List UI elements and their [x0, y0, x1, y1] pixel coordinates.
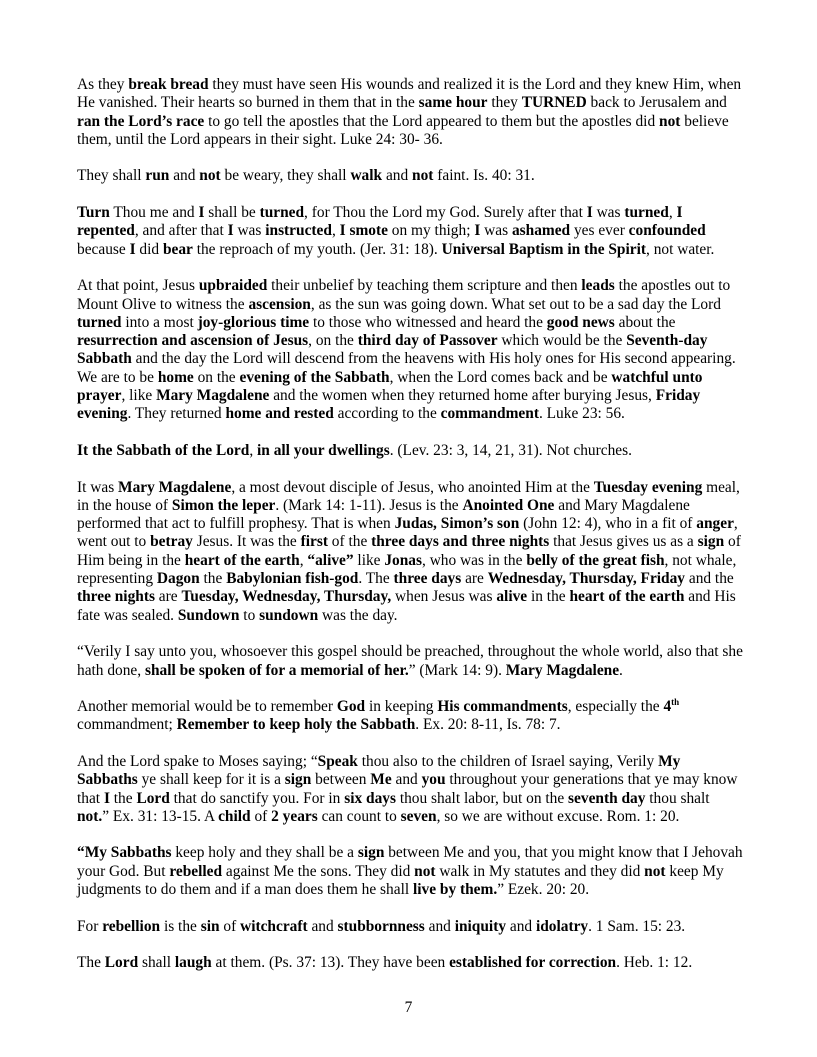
- bold-text: My Sabbaths: [77, 752, 681, 789]
- bold-text: established for correction: [449, 954, 617, 972]
- bold-text: sign: [357, 844, 385, 862]
- text-run: and: [506, 917, 536, 935]
- bold-text: sundown: [259, 606, 319, 624]
- bold-text: stubbornness: [337, 917, 425, 935]
- text-run: They shall: [77, 167, 146, 185]
- bold-text: Friday evening: [77, 387, 701, 423]
- bold-text: turned: [259, 204, 305, 222]
- text-run: commandment;: [77, 716, 177, 734]
- text-run: ,: [249, 441, 258, 459]
- text-run: At that point, Jesus: [77, 277, 199, 295]
- bold-text: seven: [400, 807, 437, 825]
- text-run: , as the sun was going down. What set out to be a sad day the Lord: [310, 295, 721, 313]
- text-run: . (Lev. 23: 3, 14, 21, 31). Not churches.: [389, 441, 632, 459]
- text-run: , so we are without excuse. Rom. 1: 20.: [436, 807, 680, 825]
- bold-text: third day of Passover: [357, 332, 498, 350]
- bold-text: Simon the leper: [171, 496, 276, 514]
- superscript-text: th: [671, 697, 680, 708]
- bold-text: Sundown: [177, 606, 240, 624]
- bold-text: heart of the earth: [184, 551, 300, 569]
- text-run: was: [592, 204, 625, 222]
- bold-text: turned: [77, 313, 122, 331]
- paragraph-1: [77, 76, 743, 149]
- bold-text: evening of the Sabbath: [239, 368, 390, 386]
- text-run: and: [307, 917, 338, 935]
- bold-text: upbraided: [198, 277, 268, 295]
- text-run: to: [239, 606, 260, 624]
- bold-text: Tuesday evening: [593, 478, 703, 496]
- text-run: and the: [685, 570, 734, 588]
- text-run: throughout your generations that ye may know that: [77, 771, 738, 807]
- bold-text: It the Sabbath of the Lord: [77, 441, 250, 459]
- text-run: in the: [527, 588, 570, 606]
- bold-text: I: [586, 204, 593, 222]
- bold-text: break bread: [128, 76, 209, 93]
- text-run: meal, in the house of: [77, 478, 740, 514]
- bold-text: iniquity: [454, 917, 507, 935]
- text-run: between Me and you, that you might know that I Jehovah your God. But: [77, 844, 743, 880]
- paragraph-8: [77, 698, 743, 735]
- bold-text: Lord: [104, 954, 139, 972]
- bold-text: not: [644, 862, 666, 880]
- text-run: are: [154, 588, 182, 606]
- text-run: .: [619, 661, 623, 679]
- text-run: and: [391, 771, 422, 789]
- text-run: the: [109, 789, 137, 807]
- text-run: and the day the Lord will descend from the heavens with His holy ones for His second appearing. We are to be: [77, 350, 736, 386]
- bold-text: Lord: [136, 789, 170, 807]
- bold-text: ascension: [248, 295, 311, 313]
- bold-text: Universal Baptism in the Spirit: [441, 240, 646, 258]
- text-run: and His fate was sealed.: [77, 588, 736, 624]
- text-run: . 1 Sam. 15: 23.: [588, 917, 686, 935]
- bold-text: Remember to keep holy the Sabbath: [176, 716, 416, 734]
- bold-text: not: [414, 862, 436, 880]
- text-run: which would be the: [497, 332, 627, 350]
- text-run: It was: [77, 478, 119, 496]
- text-run: As they: [77, 76, 129, 93]
- text-run: of: [250, 807, 272, 825]
- bold-text: sign: [284, 771, 312, 789]
- text-run: because: [77, 240, 130, 258]
- bold-text: witchcraft: [240, 917, 308, 935]
- page-number: 7: [404, 999, 413, 1016]
- text-run: (John 12: 4), who in a fit of: [519, 515, 697, 533]
- bold-text: Mary Magdalene: [118, 478, 232, 496]
- bold-text: three days and three nights: [371, 533, 550, 551]
- bold-text: Anointed One: [462, 496, 555, 514]
- text-run: ” Ezek. 20: 20.: [497, 881, 590, 899]
- text-run: , like: [121, 387, 157, 405]
- bold-text: in all your dwellings: [257, 441, 390, 459]
- text-run: and: [382, 167, 413, 185]
- text-run: that Jesus gives us as a: [549, 533, 698, 551]
- bold-text: not: [199, 167, 221, 185]
- bold-text: same hour: [418, 94, 488, 112]
- text-run: is the: [160, 917, 201, 935]
- text-run: , and after that: [134, 222, 228, 240]
- text-run: believe them, until the Lord appears in their sight. Luke 24: 30- 36.: [77, 112, 729, 148]
- bold-text: His commandments: [437, 698, 568, 716]
- text-run: was the day.: [318, 606, 398, 624]
- text-run: at them. (Ps. 37: 13). They have been: [211, 954, 450, 972]
- paragraph-9: [77, 753, 743, 826]
- text-run: shall: [138, 954, 175, 972]
- text-run: thou shalt labor, but on the: [395, 789, 569, 807]
- text-run: . Luke 23: 56.: [538, 405, 625, 423]
- bold-text: run: [145, 167, 170, 185]
- text-run: the apostles out to Mount Olive to witness the: [77, 277, 731, 313]
- bold-text: seventh day: [568, 789, 646, 807]
- bold-text: heart of the earth: [569, 588, 685, 606]
- bold-text: I repented: [77, 204, 683, 240]
- bold-text: home: [157, 368, 194, 386]
- bold-text: watchful unto prayer: [77, 368, 703, 405]
- text-run: For: [77, 917, 103, 935]
- paragraph-7: [77, 643, 743, 680]
- text-run: , especially the: [567, 698, 664, 716]
- bold-text: confounded: [628, 222, 706, 240]
- bold-text: child: [218, 807, 251, 825]
- text-run: they: [487, 94, 522, 112]
- bold-text: good news: [546, 313, 615, 331]
- bold-text: walk: [350, 167, 383, 185]
- text-run: did: [135, 240, 163, 258]
- text-run: ,: [299, 551, 308, 569]
- bold-text: I: [129, 240, 136, 258]
- bold-text: sin: [200, 917, 220, 935]
- text-run: , not whale, representing: [77, 551, 737, 588]
- text-run: to those who witnessed and heard the: [309, 313, 547, 331]
- text-run: was: [233, 222, 266, 240]
- bold-text: God: [336, 698, 366, 716]
- text-run: of: [219, 917, 241, 935]
- text-run: on the: [193, 368, 240, 386]
- paragraph-12: [77, 954, 743, 972]
- text-run: between: [311, 771, 371, 789]
- bold-text: “alive”: [307, 551, 354, 569]
- paragraph-10: [77, 844, 743, 899]
- bold-text: leads: [581, 277, 615, 295]
- bold-text: Babylonian fish-god: [226, 570, 359, 588]
- text-run: Another memorial would be to remember: [77, 698, 337, 716]
- bold-text: live by them.: [412, 881, 498, 899]
- bold-text: Turn: [77, 204, 110, 222]
- text-run: keep My judgments to do them and if a man does them he shall: [77, 862, 724, 899]
- bold-text: Judas, Simon’s son: [394, 515, 520, 533]
- paragraph-3: [77, 204, 743, 259]
- bold-text: instructed: [265, 222, 332, 240]
- bold-text: I: [227, 222, 234, 240]
- bold-text: commandment: [440, 405, 539, 423]
- text-run: , a most devout disciple of Jesus, who anointed Him at the: [231, 478, 594, 496]
- bold-text: idolatry: [535, 917, 589, 935]
- bold-text: not.: [77, 807, 103, 825]
- text-run: in keeping: [365, 698, 438, 716]
- text-run: , went out to: [77, 515, 738, 551]
- text-run: ,: [668, 204, 677, 222]
- text-run: be weary, they shall: [220, 167, 351, 185]
- bold-text: bear: [162, 240, 193, 258]
- text-run: thou also to the children of Israel saying, Verily: [357, 752, 659, 770]
- text-run: faint. Is. 40: 31.: [433, 167, 535, 185]
- paragraph-5: [77, 442, 743, 460]
- bold-text: Mary Magdalene: [156, 387, 270, 405]
- bold-text: shall be spoken of for a memorial of her.: [144, 661, 409, 679]
- text-run: Jesus. It was the: [192, 533, 301, 551]
- text-run: ye shall keep for it is a: [137, 771, 285, 789]
- text-run: shall be: [204, 204, 260, 222]
- text-run: ” Ex. 31: 13-15. A: [102, 807, 219, 825]
- bold-text: Seventh-day Sabbath: [77, 332, 708, 368]
- text-run: on my thigh;: [387, 222, 475, 240]
- bold-text: Me: [370, 771, 392, 789]
- bold-text: I smote: [339, 222, 388, 240]
- bold-text: belly of the great fish: [526, 551, 665, 569]
- text-run: The: [77, 954, 105, 972]
- text-run: the: [199, 570, 227, 588]
- bold-text: first: [300, 533, 328, 551]
- text-run: was: [480, 222, 512, 240]
- text-run: and the women when they returned home after burying Jesus,: [269, 387, 656, 405]
- bold-text: not: [412, 167, 434, 185]
- text-run: that do sanctify you. For in: [169, 789, 345, 807]
- text-run: they must have seen His wounds and realized it is the Lord and they knew Him, when He vanished. Their hearts so burned in them that in the: [77, 76, 742, 112]
- bold-text: Jonas: [384, 551, 422, 569]
- bold-text: Mary Magdalene: [505, 661, 620, 679]
- text-run: , for Thou the Lord my God. Surely after that: [304, 204, 587, 222]
- bold-text: joy-glorious time: [197, 313, 310, 331]
- text-run: , when the Lord comes back and be: [389, 368, 612, 386]
- text-run: according to the: [333, 405, 441, 423]
- bold-text: home and rested: [225, 405, 334, 423]
- text-run: , on the: [308, 332, 358, 350]
- text-run: . They returned: [127, 405, 226, 423]
- bold-text: Tuesday, Wednesday, Thursday,: [181, 588, 392, 606]
- text-run: Thou me and: [109, 204, 199, 222]
- bold-text: ran the Lord’s race: [77, 112, 205, 130]
- bold-text: three nights: [77, 588, 155, 606]
- text-run: . Ex. 20: 8-11, Is. 78: 7.: [415, 716, 561, 734]
- text-run: of Him being in the: [77, 533, 741, 569]
- bold-text: rebellion: [102, 917, 161, 935]
- text-run: and: [169, 167, 200, 185]
- text-run: , who was in the: [422, 551, 527, 569]
- bold-text: rebelled: [169, 862, 223, 880]
- text-run: and Mary Magdalene performed that act to fulfill prophesy. That is when: [77, 496, 690, 533]
- bold-text: TURNED: [521, 94, 587, 112]
- text-run: thou shalt: [645, 789, 710, 807]
- bold-text: turned: [624, 204, 669, 222]
- text-run: are: [461, 570, 488, 588]
- bold-text: I: [474, 222, 481, 240]
- bold-text: anger: [696, 515, 734, 533]
- text-run: and: [424, 917, 455, 935]
- paragraph-11: [77, 918, 743, 936]
- text-run: . The: [358, 570, 394, 588]
- bold-text: I: [198, 204, 205, 222]
- text-run: walk in My statutes and they did: [435, 862, 645, 880]
- text-run: like: [353, 551, 385, 569]
- text-run: , not water.: [646, 240, 715, 258]
- text-run: to go tell the apostles that the Lord appeared to them but the apostles did: [204, 112, 660, 130]
- bold-text: Dagon: [156, 570, 200, 588]
- text-run: into a most: [121, 313, 198, 331]
- bold-text: Wednesday, Thursday, Friday: [487, 570, 686, 588]
- bold-text: sign: [697, 533, 725, 551]
- bold-text: ashamed: [511, 222, 571, 240]
- text-run: ” (Mark 14: 9).: [408, 661, 506, 679]
- text-run: keep holy and they shall be a: [171, 844, 358, 862]
- text-run: yes ever: [570, 222, 629, 240]
- text-run: about the: [614, 313, 676, 331]
- text-run: . (Mark 14: 1-11). Jesus is the: [275, 496, 463, 514]
- text-run: their unbelief by teaching them scripture and then: [267, 277, 582, 295]
- text-run: ,: [331, 222, 340, 240]
- paragraph-6: [77, 479, 743, 625]
- bold-text: alive: [496, 588, 528, 606]
- paragraph-2: [77, 167, 743, 185]
- bold-text: you: [421, 771, 446, 789]
- bold-text: not: [659, 112, 681, 130]
- text-run: back to Jerusalem and: [586, 94, 727, 112]
- text-run: of the: [327, 533, 372, 551]
- bold-text: I: [103, 789, 110, 807]
- bold-text: resurrection and ascension of Jesus: [77, 332, 309, 350]
- document-page-body: [77, 76, 743, 991]
- text-run: when Jesus was: [391, 588, 497, 606]
- text-run: can count to: [317, 807, 401, 825]
- text-run: And the Lord spake to Moses saying; “: [77, 752, 318, 770]
- bold-text: three days: [393, 570, 462, 588]
- bold-text: six days: [344, 789, 396, 807]
- bold-text: 2 years: [271, 807, 318, 825]
- bold-text: “My Sabbaths: [77, 844, 172, 862]
- bold-text: betray: [150, 533, 193, 551]
- paragraph-4: [77, 277, 743, 423]
- text-run: . Heb. 1: 12.: [616, 954, 693, 972]
- text-run: against Me the sons. They did: [222, 862, 415, 880]
- bold-text: 4: [663, 698, 672, 716]
- text-run: the reproach of my youth. (Jer. 31: 18).: [192, 240, 442, 258]
- text-run: “Verily I say unto you, whosoever this gospel should be preached, throughout the whole world, also that she hath done,: [77, 643, 743, 679]
- bold-text: Speak: [317, 752, 358, 770]
- bold-text: laugh: [174, 954, 212, 972]
